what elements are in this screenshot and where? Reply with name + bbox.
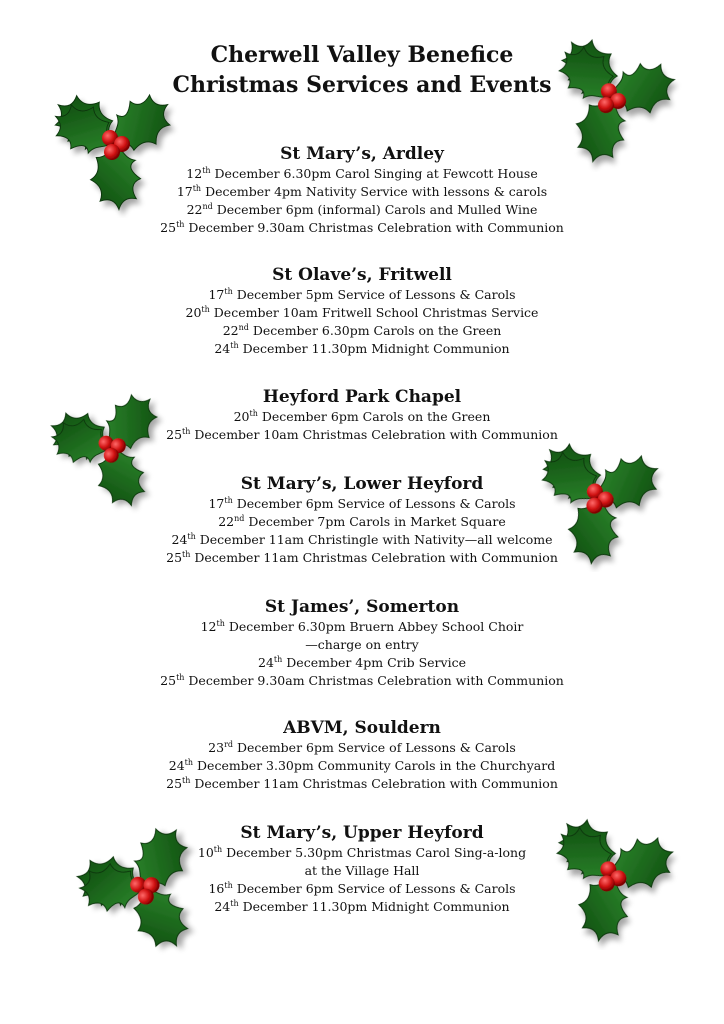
title-line-1: Cherwell Valley Benefice bbox=[210, 42, 514, 68]
holly-icon bbox=[522, 422, 672, 572]
section-somerton bbox=[0, 596, 724, 690]
event-line: at the Village Hall bbox=[304, 863, 420, 878]
title-line-2: Christmas Services and Events bbox=[172, 72, 552, 98]
event-line: 12th December 6.30pm Carol Singing at Fewcott House bbox=[186, 166, 538, 181]
event-line: 12th December 6.30pm Bruern Abbey School Choir bbox=[200, 619, 524, 634]
event-line: 24th December 11am Christingle with Nativity—all welcome bbox=[171, 532, 553, 547]
event-line: 22nd December 6.30pm Carols on the Green bbox=[222, 323, 502, 338]
event-line: 22nd December 7pm Carols in Market Square bbox=[218, 514, 506, 529]
event-line: 25th December 11am Christmas Celebration with Communion bbox=[166, 776, 558, 791]
event-line: 20th December 10am Fritwell School Christmas Service bbox=[185, 305, 539, 320]
event-line: 25th December 10am Christmas Celebration with Communion bbox=[166, 427, 558, 442]
event-line: 17th December 6pm Service of Lessons & Carols bbox=[208, 496, 516, 511]
section-fritwell bbox=[0, 264, 724, 358]
event-line: 17th December 5pm Service of Lessons & Carols bbox=[208, 287, 516, 302]
section-souldern bbox=[0, 717, 724, 793]
event-line: 24th December 11.30pm Midnight Communion bbox=[214, 341, 510, 356]
event-line: 25th December 11am Christmas Celebration with Communion bbox=[166, 550, 558, 565]
event-line: 20th December 6pm Carols on the Green bbox=[233, 409, 491, 424]
holly-icon bbox=[40, 372, 180, 522]
event-line: 23rd December 6pm Service of Lessons & Carols bbox=[208, 740, 516, 755]
event-line: 22nd December 6pm (informal) Carols and Mulled Wine bbox=[186, 202, 538, 217]
section-heading: St Mary’s, Lower Heyford bbox=[240, 474, 484, 494]
event-line: 24th December 11.30pm Midnight Communion bbox=[214, 899, 510, 914]
event-line: 25th December 9.30am Christmas Celebration with Communion bbox=[160, 220, 564, 235]
event-line: 16th December 6pm Service of Lessons & Carols bbox=[208, 881, 516, 896]
event-line: 10th December 5.30pm Christmas Carol Sing-a-long bbox=[197, 845, 527, 860]
event-line: 24th December 4pm Crib Service bbox=[258, 655, 466, 670]
event-line: —charge on entry bbox=[305, 637, 419, 652]
event-line: 17th December 4pm Nativity Service with lessons & carols bbox=[176, 184, 548, 199]
section-heading: St James’, Somerton bbox=[264, 597, 460, 617]
holly-icon bbox=[535, 22, 685, 172]
section-heading: St Mary’s, Ardley bbox=[280, 144, 444, 164]
event-line: 24th December 3.30pm Community Carols in the Churchyard bbox=[168, 758, 556, 773]
section-heading: St Olave’s, Fritwell bbox=[272, 265, 452, 285]
section-heading: St Mary’s, Upper Heyford bbox=[240, 823, 484, 843]
holly-icon bbox=[535, 800, 685, 950]
holly-icon bbox=[68, 808, 218, 968]
holly-icon bbox=[38, 68, 188, 218]
event-line: 25th December 9.30am Christmas Celebration with Communion bbox=[160, 673, 564, 688]
section-heading: Heyford Park Chapel bbox=[262, 387, 462, 407]
section-heading: ABVM, Souldern bbox=[283, 718, 441, 738]
